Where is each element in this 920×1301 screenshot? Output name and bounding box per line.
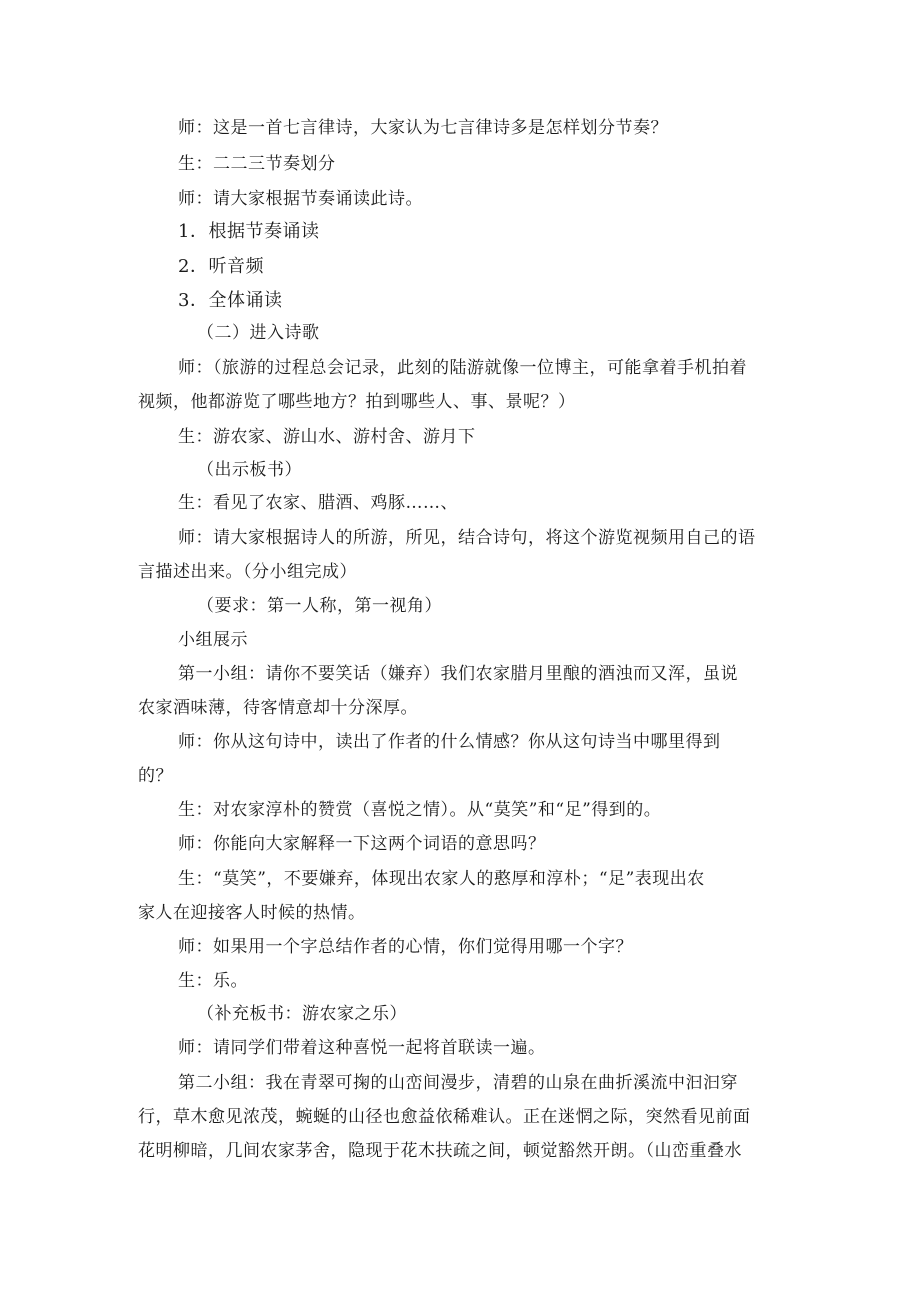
text-line: 生：游农家、游山水、游村舍、游月下 <box>178 427 476 447</box>
text-line: 家人在迎接客人时候的热情。 <box>138 903 366 923</box>
text-line: 师：你能向大家解释一下这两个词语的意思吗？ <box>178 834 546 854</box>
list-item: 1．根据节奏诵读 <box>178 221 320 242</box>
text-line: 视频，他都游览了哪些地方？拍到哪些人、事、景呢？） <box>138 392 576 412</box>
text-line: 师：（旅游的过程总会记录，此刻的陆游就像一位博主，可能拿着手机拍着 <box>178 358 747 378</box>
list-item: 2．听音频 <box>178 256 264 277</box>
text-line: 生：“莫笑”，不要嫌弃，体现出农家人的憨厚和淳朴；“足”表现出农 <box>178 869 705 889</box>
text-line: （补充板书：游农家之乐） <box>197 1004 407 1024</box>
text-line: 师：你从这句诗中，读出了作者的什么情感？你从这句诗当中哪里得到 <box>178 732 721 752</box>
text-line: 小组展示 <box>178 630 248 650</box>
text-line: （要求：第一人称，第一视角） <box>197 596 442 616</box>
text-line: 生：乐。 <box>178 971 248 991</box>
section-heading: （二）进入诗歌 <box>197 323 320 343</box>
text-line: 师：请大家根据诗人的所游，所见，结合诗句，将这个游览视频用自己的语 <box>178 528 756 548</box>
text-line: 行，草木愈见浓茂，蜿蜒的山径也愈益依稀难认。正在迷惘之际，突然看见前面 <box>138 1107 751 1127</box>
text-line: （出示板书） <box>197 460 302 480</box>
text-line: 师：这是一首七言律诗，大家认为七言律诗多是怎样划分节奏？ <box>178 118 668 138</box>
text-line: 生：二二三节奏划分 <box>178 154 336 174</box>
text-line: 生：对农家淳朴的赞赏（喜悦之情）。从“莫笑”和“足”得到的。 <box>178 800 662 820</box>
text-line: 的？ <box>138 766 173 786</box>
text-line: 师：请大家根据节奏诵读此诗。 <box>178 189 423 209</box>
text-line: 农家酒味薄，待客情意却十分深厚。 <box>138 698 418 718</box>
text-line: 师：请同学们带着这种喜悦一起将首联读一遍。 <box>178 1038 546 1058</box>
text-line: 师：如果用一个字总结作者的心情，你们觉得用哪一个字？ <box>178 937 633 957</box>
text-line: 第二小组：我在青翠可掬的山峦间漫步，清碧的山泉在曲折溪流中汩汩穿 <box>178 1073 738 1093</box>
text-line: 第一小组：请你不要笑话（嫌弃）我们农家腊月里酿的酒浊而又浑，虽说 <box>178 664 738 684</box>
list-item: 3．全体诵读 <box>178 290 283 311</box>
text-line: 生：看见了农家、腊酒、鸡豚……、 <box>178 493 458 513</box>
text-line: 花明柳暗，几间农家茅舍，隐现于花木扶疏之间，顿觉豁然开朗。（山峦重叠水 <box>138 1141 742 1161</box>
text-line: 言描述出来。（分小组完成） <box>138 562 357 582</box>
